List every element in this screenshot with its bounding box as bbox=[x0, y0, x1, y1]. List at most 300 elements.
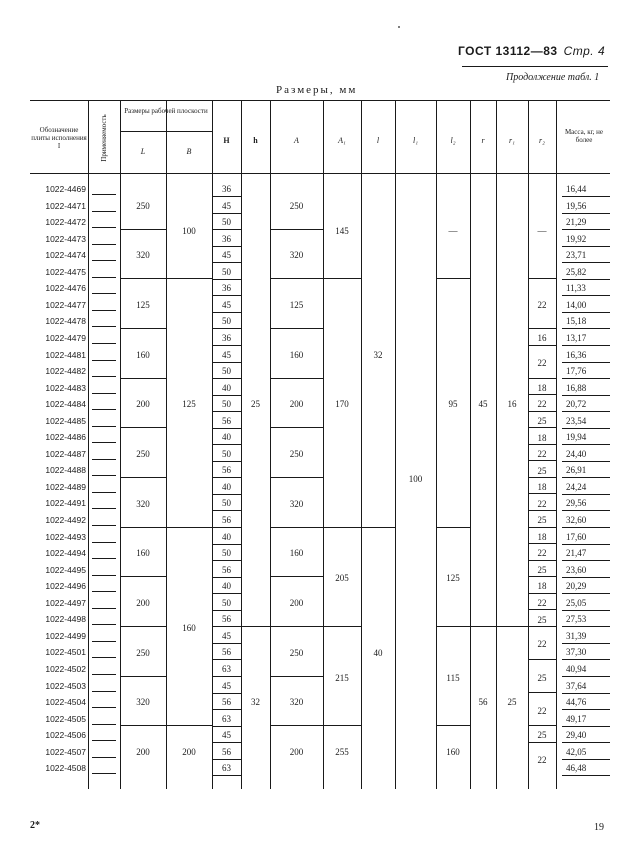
span-rule bbox=[529, 560, 556, 561]
header-bottom-rule bbox=[30, 173, 610, 174]
span-rule bbox=[529, 278, 556, 279]
cell-r2: 25 bbox=[537, 614, 547, 625]
col-mass: Масса, кг, не более bbox=[564, 128, 604, 145]
row-mass: 17,60 bbox=[566, 531, 587, 542]
span-rule bbox=[167, 527, 212, 528]
span-rule bbox=[121, 527, 166, 528]
cell-r2: 25 bbox=[537, 564, 547, 575]
col-r: r bbox=[481, 136, 485, 145]
row-H: 56 bbox=[222, 614, 231, 625]
row-designation: 1022-4478 bbox=[45, 316, 86, 327]
grid-line bbox=[88, 101, 89, 789]
span-rule bbox=[271, 278, 323, 279]
span-rule bbox=[471, 626, 496, 627]
row-H: 40 bbox=[222, 481, 231, 492]
grid-line bbox=[166, 101, 167, 789]
row-designation: 1022-4497 bbox=[45, 597, 86, 608]
row-mass: 23,54 bbox=[566, 415, 587, 426]
row-designation: 1022-4487 bbox=[45, 448, 86, 459]
row-H: 40 bbox=[222, 432, 231, 443]
row-applicability-blank bbox=[92, 691, 116, 692]
grid-line bbox=[556, 101, 557, 789]
row-mass: 24,40 bbox=[566, 448, 587, 459]
row-mass: 15,18 bbox=[566, 316, 587, 327]
standard-number: ГОСТ 13112—83 Стр. 4 bbox=[458, 44, 606, 58]
row-mass: 21,29 bbox=[566, 217, 587, 228]
cell-A: 200 bbox=[289, 746, 304, 757]
row-mass: 21,47 bbox=[566, 548, 587, 559]
span-rule bbox=[271, 725, 323, 726]
row-designation: 1022-4493 bbox=[45, 531, 86, 542]
cell-L: 250 bbox=[136, 200, 150, 211]
span-rule bbox=[529, 510, 556, 511]
span-rule bbox=[271, 427, 323, 428]
span-rule bbox=[167, 725, 212, 726]
row-applicability-blank bbox=[92, 293, 116, 294]
cell-r2: 22 bbox=[537, 639, 547, 650]
row-designation: 1022-4471 bbox=[45, 200, 86, 211]
cell-L: 125 bbox=[136, 300, 150, 311]
cell-r: 56 bbox=[478, 697, 488, 708]
span-rule bbox=[529, 742, 556, 743]
span-rule bbox=[121, 626, 166, 627]
row-designation: 1022-4482 bbox=[45, 366, 86, 377]
table-continuation: Продолжение табл. 1 bbox=[506, 72, 600, 83]
page-label: Стр. 4 bbox=[563, 44, 606, 58]
row-applicability-blank bbox=[92, 475, 116, 476]
row-H: 63 bbox=[222, 663, 231, 674]
span-rule bbox=[271, 676, 323, 677]
cell-r2: 22 bbox=[537, 598, 547, 609]
row-designation: 1022-4474 bbox=[45, 250, 86, 261]
row-H: 36 bbox=[222, 283, 231, 294]
span-rule bbox=[437, 626, 470, 627]
span-rule bbox=[324, 725, 361, 726]
row-H: 50 bbox=[222, 316, 231, 327]
row-mass: 46,48 bbox=[566, 763, 587, 774]
cell-A: 320 bbox=[289, 250, 304, 261]
col-l2: l₂ bbox=[450, 136, 456, 145]
row-designation: 1022-4498 bbox=[45, 614, 86, 625]
cell-A1: 205 bbox=[335, 573, 349, 584]
span-rule bbox=[529, 692, 556, 693]
row-applicability-blank bbox=[92, 674, 116, 675]
row-designation: 1022-4472 bbox=[45, 217, 86, 228]
row-designation: 1022-4502 bbox=[45, 663, 86, 674]
row-mass: 32,60 bbox=[566, 515, 587, 525]
row-mass: 23,71 bbox=[566, 250, 587, 261]
cell-l: 40 bbox=[373, 647, 383, 658]
row-applicability-blank bbox=[92, 657, 116, 658]
row-mass: 40,94 bbox=[566, 663, 587, 674]
cell-l2: — bbox=[448, 225, 458, 236]
span-rule bbox=[529, 411, 556, 412]
cell-B: 100 bbox=[182, 225, 196, 236]
row-H: 40 bbox=[222, 382, 231, 393]
span-rule bbox=[121, 278, 166, 279]
row-applicability-blank bbox=[92, 277, 116, 278]
row-H: 45 bbox=[222, 200, 231, 211]
row-designation: 1022-4508 bbox=[45, 763, 86, 774]
span-rule bbox=[437, 725, 470, 726]
cell-A1: 145 bbox=[335, 225, 349, 236]
row-applicability-blank bbox=[92, 260, 116, 261]
row-designation: 1022-4501 bbox=[45, 647, 86, 658]
cell-l1: 100 bbox=[408, 473, 423, 484]
span-rule bbox=[529, 328, 556, 329]
span-rule bbox=[529, 527, 556, 528]
cell-r2: 22 bbox=[537, 498, 547, 509]
span-rule bbox=[529, 609, 556, 610]
row-H: 50 bbox=[222, 399, 231, 410]
span-rule bbox=[121, 477, 166, 478]
cell-l: 32 bbox=[373, 349, 383, 360]
row-designation: 1022-4495 bbox=[45, 564, 86, 575]
cell-r2: 22 bbox=[537, 399, 547, 410]
cell-L: 200 bbox=[136, 598, 150, 609]
row-applicability-blank bbox=[92, 624, 116, 625]
row-designation: 1022-4476 bbox=[45, 283, 86, 294]
span-rule bbox=[271, 328, 323, 329]
row-applicability-blank bbox=[92, 591, 116, 592]
row-designation: 1022-4499 bbox=[45, 630, 86, 641]
cell-L: 320 bbox=[136, 250, 150, 261]
cell-A: 160 bbox=[289, 548, 304, 559]
col-L: L bbox=[140, 147, 146, 156]
col-A1: A₁ bbox=[338, 136, 346, 145]
span-rule bbox=[271, 477, 323, 478]
cell-h: 32 bbox=[251, 697, 260, 708]
row-H: 56 bbox=[222, 515, 231, 525]
span-rule bbox=[324, 527, 361, 528]
cell-r2: 18 bbox=[537, 382, 547, 393]
row-H: 50 bbox=[222, 498, 231, 509]
row-mass: 16,36 bbox=[566, 349, 587, 360]
span-rule bbox=[529, 427, 556, 428]
span-rule bbox=[437, 527, 470, 528]
row-H: 56 bbox=[222, 746, 231, 757]
span-rule bbox=[121, 229, 166, 230]
span-rule bbox=[362, 527, 395, 528]
row-H: 63 bbox=[222, 713, 231, 724]
row-mass: 42,05 bbox=[566, 746, 587, 757]
cell-r2: 22 bbox=[537, 358, 547, 369]
cell-L: 160 bbox=[136, 548, 150, 559]
span-rule bbox=[121, 725, 166, 726]
span-rule bbox=[271, 229, 323, 230]
row-H: 40 bbox=[222, 581, 231, 592]
span-rule bbox=[497, 626, 528, 627]
cell-r: 45 bbox=[478, 399, 488, 410]
row-designation: 1022-4504 bbox=[45, 697, 86, 708]
row-applicability-blank bbox=[92, 508, 116, 509]
cell-A: 250 bbox=[289, 647, 304, 658]
cell-r2: 16 bbox=[537, 333, 547, 344]
row-H: 50 bbox=[222, 366, 231, 377]
cell-r2: 25 bbox=[537, 730, 547, 741]
cell-B: 200 bbox=[182, 746, 196, 757]
span-rule bbox=[529, 378, 556, 379]
row-H: 50 bbox=[222, 448, 231, 459]
row-mass: 19,56 bbox=[566, 200, 587, 211]
span-rule bbox=[529, 576, 556, 577]
row-H: 40 bbox=[222, 531, 231, 542]
row-designation: 1022-4492 bbox=[45, 515, 86, 525]
row-mass: 20,72 bbox=[566, 399, 587, 410]
grid-line bbox=[436, 101, 437, 789]
row-applicability-blank bbox=[92, 757, 116, 758]
col-applicability: Применяемость bbox=[100, 114, 108, 162]
row-designation: 1022-4494 bbox=[45, 548, 86, 559]
cell-L: 160 bbox=[136, 349, 150, 360]
row-applicability-blank bbox=[92, 641, 116, 642]
col-H: H bbox=[223, 136, 230, 145]
cell-A1: 255 bbox=[335, 746, 349, 757]
cell-A1: 215 bbox=[335, 672, 349, 683]
row-applicability-blank bbox=[92, 426, 116, 427]
footer-signature: 2* bbox=[30, 820, 40, 831]
cell-r2: 18 bbox=[537, 482, 547, 493]
table-top-rule bbox=[30, 100, 610, 101]
span-rule bbox=[437, 278, 470, 279]
span-rule bbox=[529, 394, 556, 395]
span-rule bbox=[529, 345, 556, 346]
row-applicability-blank bbox=[92, 376, 116, 377]
row-mass: 26,91 bbox=[566, 465, 587, 476]
row-applicability-blank bbox=[92, 442, 116, 443]
row-H: 50 bbox=[222, 548, 231, 559]
row-designation: 1022-4505 bbox=[45, 713, 86, 724]
row-applicability-blank bbox=[92, 310, 116, 311]
cell-r2: 25 bbox=[537, 465, 547, 476]
cell-A: 320 bbox=[289, 498, 304, 509]
cell-r2: 22 bbox=[537, 705, 547, 716]
cell-l2: 160 bbox=[446, 746, 460, 757]
row-applicability-blank bbox=[92, 558, 116, 559]
row-applicability-blank bbox=[92, 326, 116, 327]
row-H: 56 bbox=[222, 564, 231, 575]
span-rule bbox=[529, 444, 556, 445]
col-B: B bbox=[186, 147, 192, 156]
grid-line bbox=[496, 101, 497, 789]
row-mass: 13,17 bbox=[566, 332, 587, 343]
col-r1: r₁ bbox=[509, 136, 515, 145]
row-applicability-blank bbox=[92, 740, 116, 741]
row-designation: 1022-4503 bbox=[45, 680, 86, 691]
row-designation: 1022-4486 bbox=[45, 432, 86, 443]
cell-A: 160 bbox=[289, 349, 304, 360]
page-number: 19 bbox=[594, 822, 604, 833]
cell-r2: 22 bbox=[537, 548, 547, 559]
row-applicability-blank bbox=[92, 244, 116, 245]
row-designation: 1022-4477 bbox=[45, 299, 86, 310]
cell-L: 200 bbox=[136, 746, 150, 757]
row-H: 45 bbox=[222, 299, 231, 310]
row-mass: 29,56 bbox=[566, 498, 587, 509]
span-rule bbox=[121, 427, 166, 428]
cell-A: 200 bbox=[289, 399, 304, 410]
row-mass: 14,00 bbox=[566, 299, 587, 310]
row-applicability-blank bbox=[92, 360, 116, 361]
row-designation: 1022-4507 bbox=[45, 746, 86, 757]
col-l: l bbox=[376, 136, 380, 145]
row-H: 36 bbox=[222, 332, 231, 343]
row-H: 36 bbox=[222, 233, 231, 244]
row-designation: 1022-4481 bbox=[45, 349, 86, 360]
col-r2: r₂ bbox=[539, 136, 545, 145]
row-designation: 1022-4491 bbox=[45, 498, 86, 509]
cell-l2: 95 bbox=[448, 399, 458, 410]
row-applicability-blank bbox=[92, 542, 116, 543]
row-designation: 1022-4506 bbox=[45, 730, 86, 741]
cell-A1: 170 bbox=[335, 399, 349, 410]
row-applicability-blank bbox=[92, 393, 116, 394]
row-mass: 25,05 bbox=[566, 597, 587, 608]
cell-A: 200 bbox=[289, 598, 304, 609]
row-designation: 1022-4489 bbox=[45, 481, 86, 492]
cell-r2: 18 bbox=[537, 531, 547, 542]
span-rule bbox=[529, 593, 556, 594]
cell-r2: 18 bbox=[537, 432, 547, 443]
row-applicability-blank bbox=[92, 459, 116, 460]
row-designation: 1022-4496 bbox=[45, 581, 86, 592]
col-h: h bbox=[253, 136, 258, 145]
row-H: 56 bbox=[222, 465, 231, 476]
col-A: A bbox=[294, 136, 299, 145]
span-rule bbox=[529, 543, 556, 544]
span-rule bbox=[271, 378, 323, 379]
row-mass: 11,33 bbox=[566, 283, 586, 294]
row-applicability-blank bbox=[92, 343, 116, 344]
span-rule bbox=[529, 493, 556, 494]
row-mass: 44,76 bbox=[566, 697, 587, 708]
row-rule bbox=[213, 775, 241, 776]
cell-A: 250 bbox=[289, 200, 304, 211]
row-designation: 1022-4483 bbox=[45, 382, 86, 393]
cell-r2: 22 bbox=[537, 449, 547, 460]
row-H: 45 bbox=[222, 250, 231, 261]
cell-L: 320 bbox=[136, 498, 150, 509]
grid-line bbox=[361, 101, 362, 789]
cell-A: 125 bbox=[289, 300, 304, 311]
row-H: 50 bbox=[222, 266, 231, 277]
cell-r2: 18 bbox=[537, 581, 547, 592]
col-l1: l₁ bbox=[412, 136, 418, 145]
cell-B: 125 bbox=[182, 399, 196, 410]
row-designation: 1022-4475 bbox=[45, 266, 86, 277]
row-H: 45 bbox=[222, 730, 231, 741]
header-rule bbox=[462, 66, 608, 67]
row-designation: 1022-4479 bbox=[45, 332, 86, 343]
row-applicability-blank bbox=[92, 773, 116, 774]
cell-r2: 25 bbox=[537, 515, 547, 526]
row-H: 50 bbox=[222, 597, 231, 608]
row-applicability-blank bbox=[92, 707, 116, 708]
row-applicability-blank bbox=[92, 492, 116, 493]
row-mass: 19,92 bbox=[566, 233, 587, 244]
cell-A: 250 bbox=[289, 449, 304, 460]
row-designation: 1022-4485 bbox=[45, 415, 86, 426]
span-rule bbox=[167, 278, 212, 279]
row-H: 50 bbox=[222, 217, 231, 228]
scan-speck bbox=[398, 26, 400, 28]
row-mass: 24,24 bbox=[566, 481, 587, 492]
span-rule bbox=[121, 378, 166, 379]
row-mass: 29,40 bbox=[566, 730, 587, 741]
row-applicability-blank bbox=[92, 525, 116, 526]
row-mass: 23,60 bbox=[566, 564, 587, 575]
cell-r2: 25 bbox=[537, 415, 547, 426]
span-rule bbox=[529, 460, 556, 461]
cell-L: 320 bbox=[136, 697, 150, 708]
row-mass: 16,44 bbox=[566, 184, 587, 194]
row-mass: 16,88 bbox=[566, 382, 587, 393]
row-mass: 37,64 bbox=[566, 680, 587, 691]
span-rule bbox=[529, 626, 556, 627]
row-H: 56 bbox=[222, 647, 231, 658]
row-H: 45 bbox=[222, 680, 231, 691]
header-sub-rule bbox=[121, 131, 212, 132]
cell-B: 160 bbox=[182, 622, 196, 633]
cell-r2: 22 bbox=[537, 300, 547, 311]
row-designation: 1022-4473 bbox=[45, 233, 86, 244]
row-applicability-blank bbox=[92, 608, 116, 609]
row-designation: 1022-4469 bbox=[45, 184, 86, 194]
cell-L: 250 bbox=[136, 647, 150, 658]
span-rule bbox=[529, 477, 556, 478]
row-mass: 49,17 bbox=[566, 713, 587, 724]
cell-r1: 25 bbox=[507, 697, 517, 708]
span-rule bbox=[121, 676, 166, 677]
cell-r2: 25 bbox=[537, 672, 547, 683]
row-applicability-blank bbox=[92, 575, 116, 576]
span-rule bbox=[242, 626, 270, 627]
span-rule bbox=[271, 576, 323, 577]
row-H: 56 bbox=[222, 415, 231, 426]
row-rule bbox=[562, 775, 610, 776]
cell-l2: 125 bbox=[446, 573, 460, 584]
row-mass: 20,29 bbox=[566, 581, 587, 592]
span-rule bbox=[324, 278, 361, 279]
row-mass: 17,76 bbox=[566, 366, 587, 377]
row-H: 63 bbox=[222, 763, 231, 774]
span-rule bbox=[529, 725, 556, 726]
grid-line bbox=[470, 101, 471, 789]
span-rule bbox=[324, 626, 361, 627]
grid-line bbox=[323, 101, 324, 789]
grid-line bbox=[395, 101, 396, 789]
row-H: 45 bbox=[222, 630, 231, 641]
cell-r1: 16 bbox=[507, 399, 517, 410]
cell-A: 320 bbox=[289, 697, 304, 708]
row-mass: 27,53 bbox=[566, 614, 587, 625]
row-mass: 37,30 bbox=[566, 647, 587, 658]
row-applicability-blank bbox=[92, 227, 116, 228]
row-H: 56 bbox=[222, 697, 231, 708]
row-applicability-blank bbox=[92, 409, 116, 410]
row-applicability-blank bbox=[92, 194, 116, 195]
dimensions-caption: Размеры, мм bbox=[276, 84, 358, 96]
span-rule bbox=[271, 626, 323, 627]
grid-line bbox=[241, 101, 242, 789]
cell-L: 250 bbox=[136, 449, 150, 460]
row-H: 45 bbox=[222, 349, 231, 360]
row-designation: 1022-4484 bbox=[45, 399, 86, 410]
cell-r2: — bbox=[537, 225, 547, 236]
row-H: 36 bbox=[222, 184, 231, 194]
row-mass: 31,39 bbox=[566, 630, 587, 641]
span-rule bbox=[271, 527, 323, 528]
